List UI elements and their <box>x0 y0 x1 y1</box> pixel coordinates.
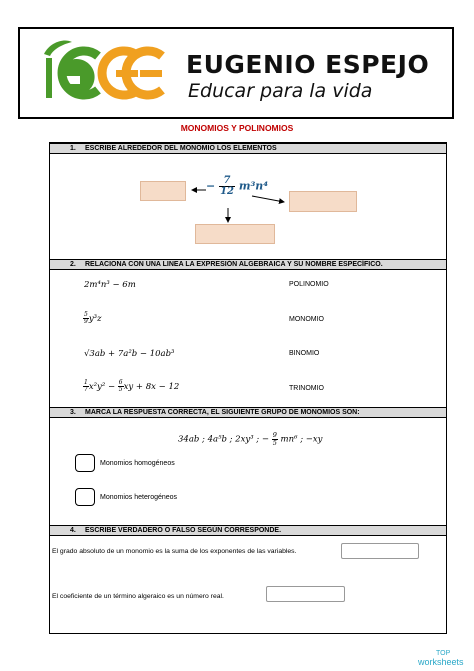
footer-brand[interactable]: worksheets <box>418 657 464 667</box>
answer-field-1[interactable] <box>341 543 419 559</box>
section-4-header <box>50 525 446 536</box>
expression-2 <box>83 312 102 325</box>
section-heading: ESCRIBE ALREDEDOR DEL MONOMIO LOS ELEMENTOS <box>85 145 277 152</box>
section-3-header <box>50 407 446 418</box>
checkbox-homogeneous[interactable] <box>75 454 95 472</box>
section-2-header <box>50 259 446 270</box>
monomial-group <box>178 432 322 446</box>
monomial-sign: − <box>206 179 216 193</box>
worksheet-title: MONOMIOS Y POLINOMIOS <box>180 123 294 133</box>
name-1[interactable]: POLINOMIO <box>289 281 329 288</box>
expr-text: x²y² − <box>88 382 118 392</box>
answer-field-2[interactable] <box>266 586 345 602</box>
statement-1: El grado absoluto de un monomio es la suma de los exponentes de las variables. <box>52 548 297 555</box>
section-number: 3. <box>70 409 76 416</box>
frac-den: 5 <box>118 386 123 393</box>
section-number: 1. <box>70 145 76 152</box>
name-3[interactable]: BINOMIO <box>289 350 320 357</box>
expression-3: √3ab + 7a²b − 10ab³ <box>84 349 175 359</box>
school-name: EUGENIO ESPEJO <box>186 50 430 79</box>
expression-1: 2m⁴n³ − 6m <box>84 280 136 290</box>
footer-top-label: TOP <box>436 650 451 657</box>
section-number: 2. <box>70 261 76 268</box>
monomial-literal: m³n⁴ <box>238 179 269 193</box>
name-4[interactable]: TRINOMIO <box>289 385 324 392</box>
section-heading: RELACIONA CON UNA LINEA LA EXPRESIÓN ALGEBRAICA Y SU NOMBRE ESPECÍFICO. <box>85 261 383 268</box>
frac-num: 9 <box>272 431 277 439</box>
checkbox-heterogeneous[interactable] <box>75 488 95 506</box>
monomial-denominator: 12 <box>220 186 234 197</box>
group-left: 34ab ; 4a⁵b ; 2xy³ ; − <box>178 434 269 445</box>
section-heading: ESCRIBE VERDADERO O FALSO SEGÚN CORRESPONDE. <box>85 527 282 534</box>
frac-num: 5 <box>84 311 88 318</box>
monomial-numerator: 7 <box>219 176 235 187</box>
frac-num: 6 <box>118 379 123 386</box>
option-heterogeneous: Monomios heterogéneos <box>100 494 178 501</box>
group-right: mn⁶ ; −xy <box>280 434 323 445</box>
name-2[interactable]: MONOMIO <box>289 316 324 323</box>
expression-4 <box>83 380 179 393</box>
frac-den: 7 <box>84 386 88 393</box>
frac-den: 5 <box>272 438 277 447</box>
section-number: 4. <box>70 527 76 534</box>
monomial-expression <box>206 176 268 197</box>
frac-den: 9 <box>84 318 88 325</box>
frac-num: 1 <box>84 379 88 386</box>
statement-2: El coeficiente de un término algeraico es un número real. <box>52 593 224 600</box>
expr-text: y³z <box>88 314 102 324</box>
section-heading: MARCA LA RESPUESTA CORRECTA, EL SIGUIENTE GRUPO DE MONOMIOS SON: <box>85 409 360 416</box>
expr-tail: xy + 8x − 12 <box>123 382 180 392</box>
option-homogeneous: Monomios homogéneos <box>100 460 175 467</box>
school-logo <box>42 36 182 106</box>
school-motto: Educar para la vida <box>188 80 373 102</box>
section-1-header <box>50 143 446 154</box>
